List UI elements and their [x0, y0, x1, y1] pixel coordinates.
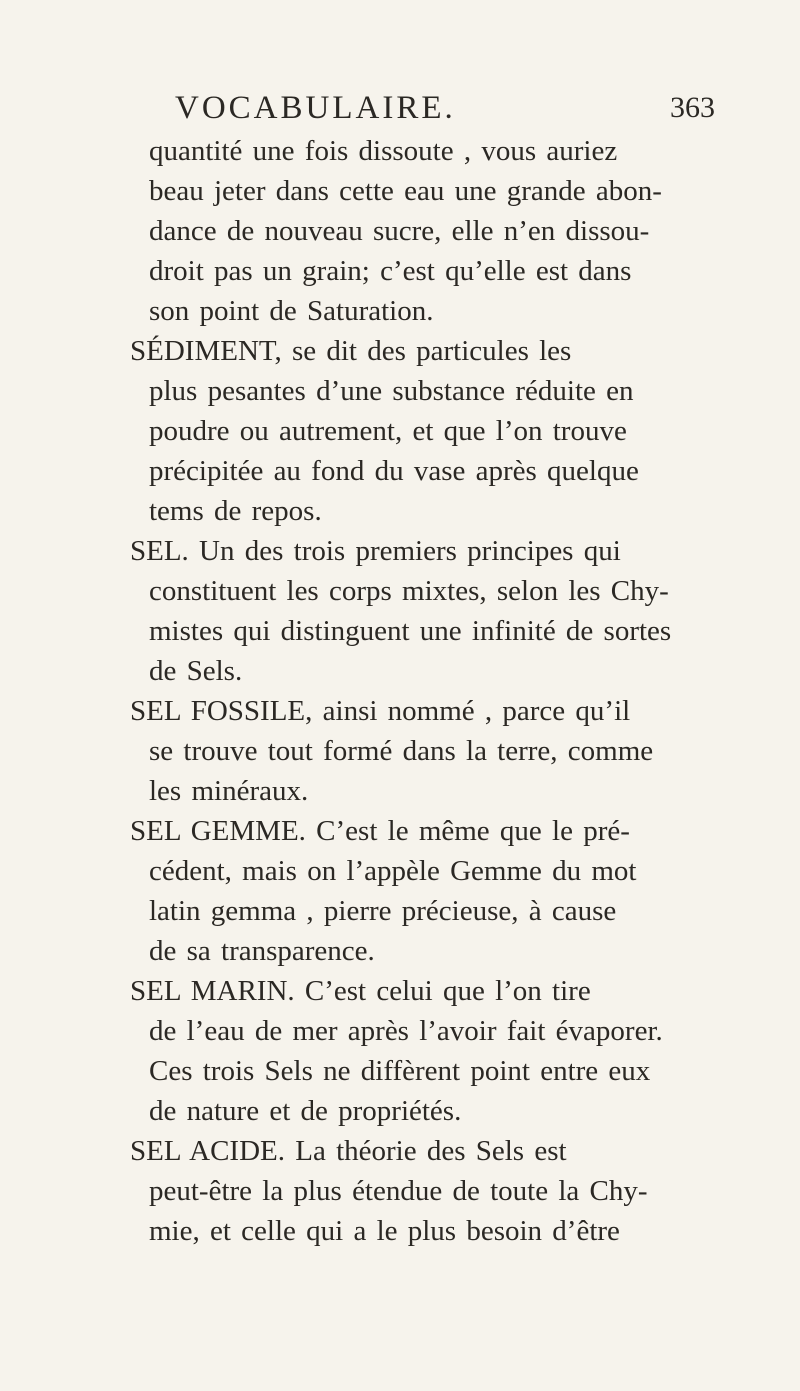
page-number: 363: [670, 91, 715, 124]
text-line: poudre ou autrement, et que l’on trouve: [149, 415, 627, 447]
entry-line-sel-acide: SEL ACIDE. La théorie des Sels est: [130, 1135, 567, 1167]
entry-line-sel-marin: SEL MARIN. C’est celui que l’on tire: [130, 975, 591, 1007]
text-line: beau jeter dans cette eau une grande abon-: [149, 175, 662, 207]
text-line: mistes qui distinguent une infinité de sortes: [149, 615, 672, 647]
text-line: son point de Saturation.: [149, 295, 434, 327]
text-line: mie, et celle qui a le plus besoin d’être: [149, 1215, 620, 1247]
text-line: Ces trois Sels ne diffèrent point entre eux: [149, 1055, 651, 1087]
entry-line-sel-gemme: SEL GEMME. C’est le même que le pré-: [130, 815, 630, 847]
entry-line-sediment: SÉDIMENT, se dit des particules les: [130, 335, 572, 367]
text-line: de Sels.: [149, 655, 243, 687]
text-line: les minéraux.: [149, 775, 309, 807]
text-line: de nature et de propriétés.: [149, 1095, 462, 1127]
text-line: précipitée au fond du vase après quelque: [149, 455, 639, 487]
text-line: droit pas un grain; c’est qu’elle est dans: [149, 255, 632, 287]
running-title: VOCABULAIRE.: [175, 90, 456, 126]
text-line: quantité une fois dissoute , vous auriez: [149, 135, 618, 167]
entry-line-sel-fossile: SEL FOSSILE, ainsi nommé , parce qu’il: [130, 695, 631, 727]
text-line: plus pesantes d’une substance réduite en: [149, 375, 634, 407]
text-line: de l’eau de mer après l’avoir fait évaporer.: [149, 1015, 663, 1047]
text-line: cédent, mais on l’appèle Gemme du mot: [149, 855, 637, 887]
text-line: peut-être la plus étendue de toute la Chy-: [149, 1175, 648, 1207]
entry-line-sel: SEL. Un des trois premiers principes qui: [130, 535, 621, 567]
text-line: latin gemma , pierre précieuse, à cause: [149, 895, 617, 927]
text-line: constituent les corps mixtes, selon les Chy-: [149, 575, 669, 607]
text-line: se trouve tout formé dans la terre, comme: [149, 735, 654, 767]
page-header: [175, 86, 715, 130]
text-line: tems de repos.: [149, 495, 322, 527]
text-line: dance de nouveau sucre, elle n’en dissou-: [149, 215, 650, 247]
text-line: de sa transparence.: [149, 935, 375, 967]
